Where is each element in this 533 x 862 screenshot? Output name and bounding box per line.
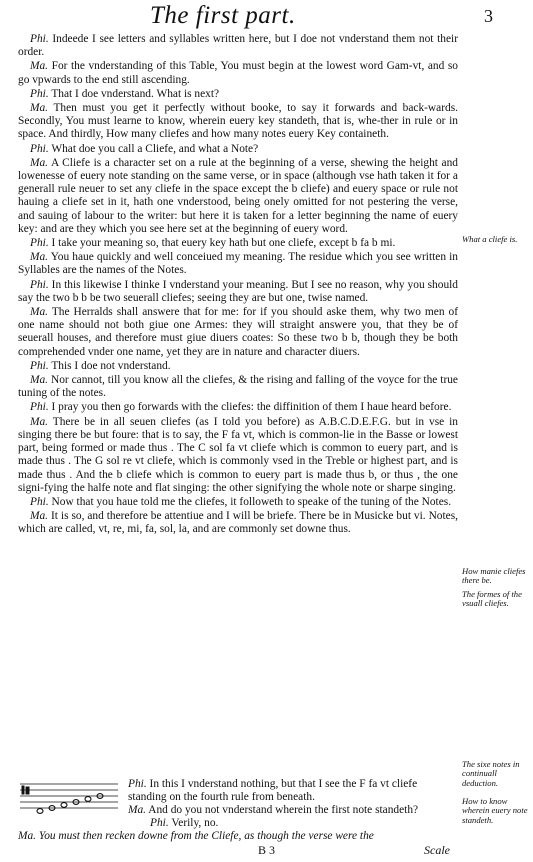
- speaker-label: Ma.: [30, 102, 49, 115]
- dialogue-line: [150, 817, 470, 830]
- running-title: The first part.: [150, 2, 296, 29]
- paragraph-text: Then must you get it perfectly without booke, to say it forwards and back-wards. Secondly, You must learne to know, wherein euery key standeth, that is, whe-ther in rule or in space. And thirdly, How many cliefes and how many notes euery Key containeth.: [18, 102, 458, 141]
- f-clef-icon: [22, 786, 29, 794]
- paragraph-text: Nor cannot, till you know all the cliefes, & the rising and falling of the voyce for the true tuning of the notes.: [18, 374, 458, 400]
- speaker-label: Ma.: [30, 251, 49, 264]
- paragraph-text: The Herralds shall answere that for me: for if you should aske them, why two men of one name should not both giue one Armes: they will straight answere you, that they be of seuerall houses, and therefore must giue diuers coates: So these two b b, though they be both comprehended vnder one name, yet they are in nature and character diuers.: [18, 306, 458, 358]
- paragraph-text: That I doe vnderstand. What is next?: [51, 87, 220, 100]
- paragraph-text: In this likewise I thinke I vnderstand your meaning. But I see no reason, why you should say the two b b be two seuerall cliefes; seeing they are but one, twise named.: [18, 278, 458, 304]
- paragraph-text: This I doe not vnderstand.: [51, 359, 171, 372]
- speaker-label: Ma.: [30, 60, 49, 73]
- paragraph: [18, 401, 458, 414]
- dialogue-line: [128, 778, 448, 804]
- paragraph: [18, 374, 458, 400]
- margin-note: The formes of the vsuall cliefes.: [462, 589, 522, 609]
- main-text: [18, 33, 458, 538]
- dialogue-text: And do you not vnderstand wherein the first note standeth?: [148, 804, 419, 816]
- paragraph-text: Now that you haue told me the cliefes, it followeth to speake of the tuning of the Notes.: [51, 495, 452, 508]
- page-footer: [0, 843, 533, 861]
- paragraph: [18, 157, 458, 236]
- paragraph: [18, 88, 458, 101]
- speaker-label: Phi.: [128, 778, 147, 790]
- paragraph-text: A Cliefe is a character set on a rule at the beginning of a verse, shewing the height and lowenesse of euery note standing on the same verse, or in space (although vse hath taken it for a generall rule neuer to set any cliefe in the space except the b cliefe) and euery space or rule not hauing a cliefe set in it, hath one vnderstood, being onely omitted for not pestering the verse, and sauing of labour to the writer: but here it is taken for a letter beginning the name of euery key: and are they which you see here set at the beginning of euery word.: [18, 156, 458, 235]
- music-staff-figure: [18, 778, 120, 824]
- dialogue-line: [128, 804, 448, 817]
- speaker-label: Phi.: [30, 401, 49, 414]
- paragraph-text: What doe you call a Cliefe, and what a Note?: [51, 142, 259, 155]
- paragraph-text: It is so, and therefore be attentiue and I will be briefe. There be in Musicke but vi. Notes, which are called, vt, re, mi, fa, sol, la, and are commonly set downe thus.: [18, 510, 458, 536]
- speaker-label: Phi.: [30, 359, 49, 372]
- paragraph: [18, 416, 458, 495]
- speaker-label: Ma.: [30, 510, 49, 523]
- closing-text: You must then recken downe from the Cliefe, as though the verse were the: [38, 830, 374, 842]
- margin-note: The sixe notes in continuall deduction.: [462, 759, 520, 788]
- signature-mark: B 3: [258, 843, 276, 857]
- paragraph: [18, 510, 458, 536]
- speaker-label: Phi.: [30, 142, 49, 155]
- speaker-label: Ma.: [18, 830, 37, 842]
- paragraph: [18, 143, 458, 156]
- paragraph: [18, 60, 458, 86]
- speaker-label: Ma.: [30, 415, 49, 428]
- paragraph-text: There be in all seuen cliefes (as I told you before) as A.B.C.D.E.F.G. but in vse in singing there be but foure: that is to say, the F fa vt, which is common-lie in the Basse or lowest part, being formed or made thus . The C sol fa vt cliefe which is common to euery part, and is made thus . The G sol re vt cliefe, which is commonly vsed in the Treble or highest part, and is made thus . And the b cliefe which is common to euery part is made thus b, or thus , the one signi-fying the halfe note and flat singing: the other signifying the whole note or sharpe singing.: [18, 415, 458, 494]
- speaker-label: Ma.: [30, 156, 49, 169]
- paragraph-text: I take your meaning so, that euery key hath but one cliefe, except b fa b mi.: [51, 237, 396, 250]
- catchword: Scale: [424, 843, 450, 857]
- notes-scale-icon: [37, 794, 103, 814]
- speaker-label: Ma.: [128, 804, 147, 816]
- paragraph-text: You haue quickly and well conceiued my meaning. The residue which you see written in Syllables are the names of the Notes.: [18, 251, 458, 277]
- page-number: 3: [484, 6, 493, 26]
- dialogue-text: Verily, no.: [171, 817, 219, 829]
- speaker-label: Phi.: [30, 237, 49, 250]
- paragraph-text: I pray you then go forwards with the cliefes: the diffinition of them I haue heard before.: [51, 401, 452, 414]
- paragraph: [18, 237, 458, 250]
- closing-line: [18, 830, 458, 843]
- paragraph: [18, 279, 458, 305]
- speaker-label: Phi.: [150, 817, 169, 829]
- paragraph: [18, 251, 458, 277]
- paragraph: [18, 306, 458, 359]
- paragraph-text: Indeede I see letters and syllables written here, but I doe not vnderstand them not their order.: [18, 33, 458, 59]
- speaker-label: Phi.: [30, 33, 49, 45]
- margin-note: What a cliefe is.: [462, 234, 518, 244]
- page-header: [0, 2, 533, 32]
- paragraph: [18, 360, 458, 373]
- speaker-label: Phi.: [30, 278, 49, 291]
- speaker-label: Phi.: [30, 87, 49, 100]
- dialogue-text: In this I vnderstand nothing, but that I see the F fa vt cliefe standing on the fourth rule from beneath.: [128, 778, 418, 804]
- paragraph: [18, 496, 458, 509]
- paragraph-text: For the vnderstanding of this Table, You must begin at the lowest word Gam-vt, and so go vpwards to the end still ascending.: [18, 60, 458, 86]
- paragraph: [18, 33, 458, 59]
- speaker-label: Ma.: [30, 374, 49, 387]
- margin-note: How to know wherein euery note standeth.: [462, 796, 528, 825]
- speaker-label: Ma.: [30, 306, 49, 319]
- speaker-label: Phi.: [30, 495, 49, 508]
- paragraph: [18, 102, 458, 142]
- margin-note: How manie cliefes there be.: [462, 566, 526, 586]
